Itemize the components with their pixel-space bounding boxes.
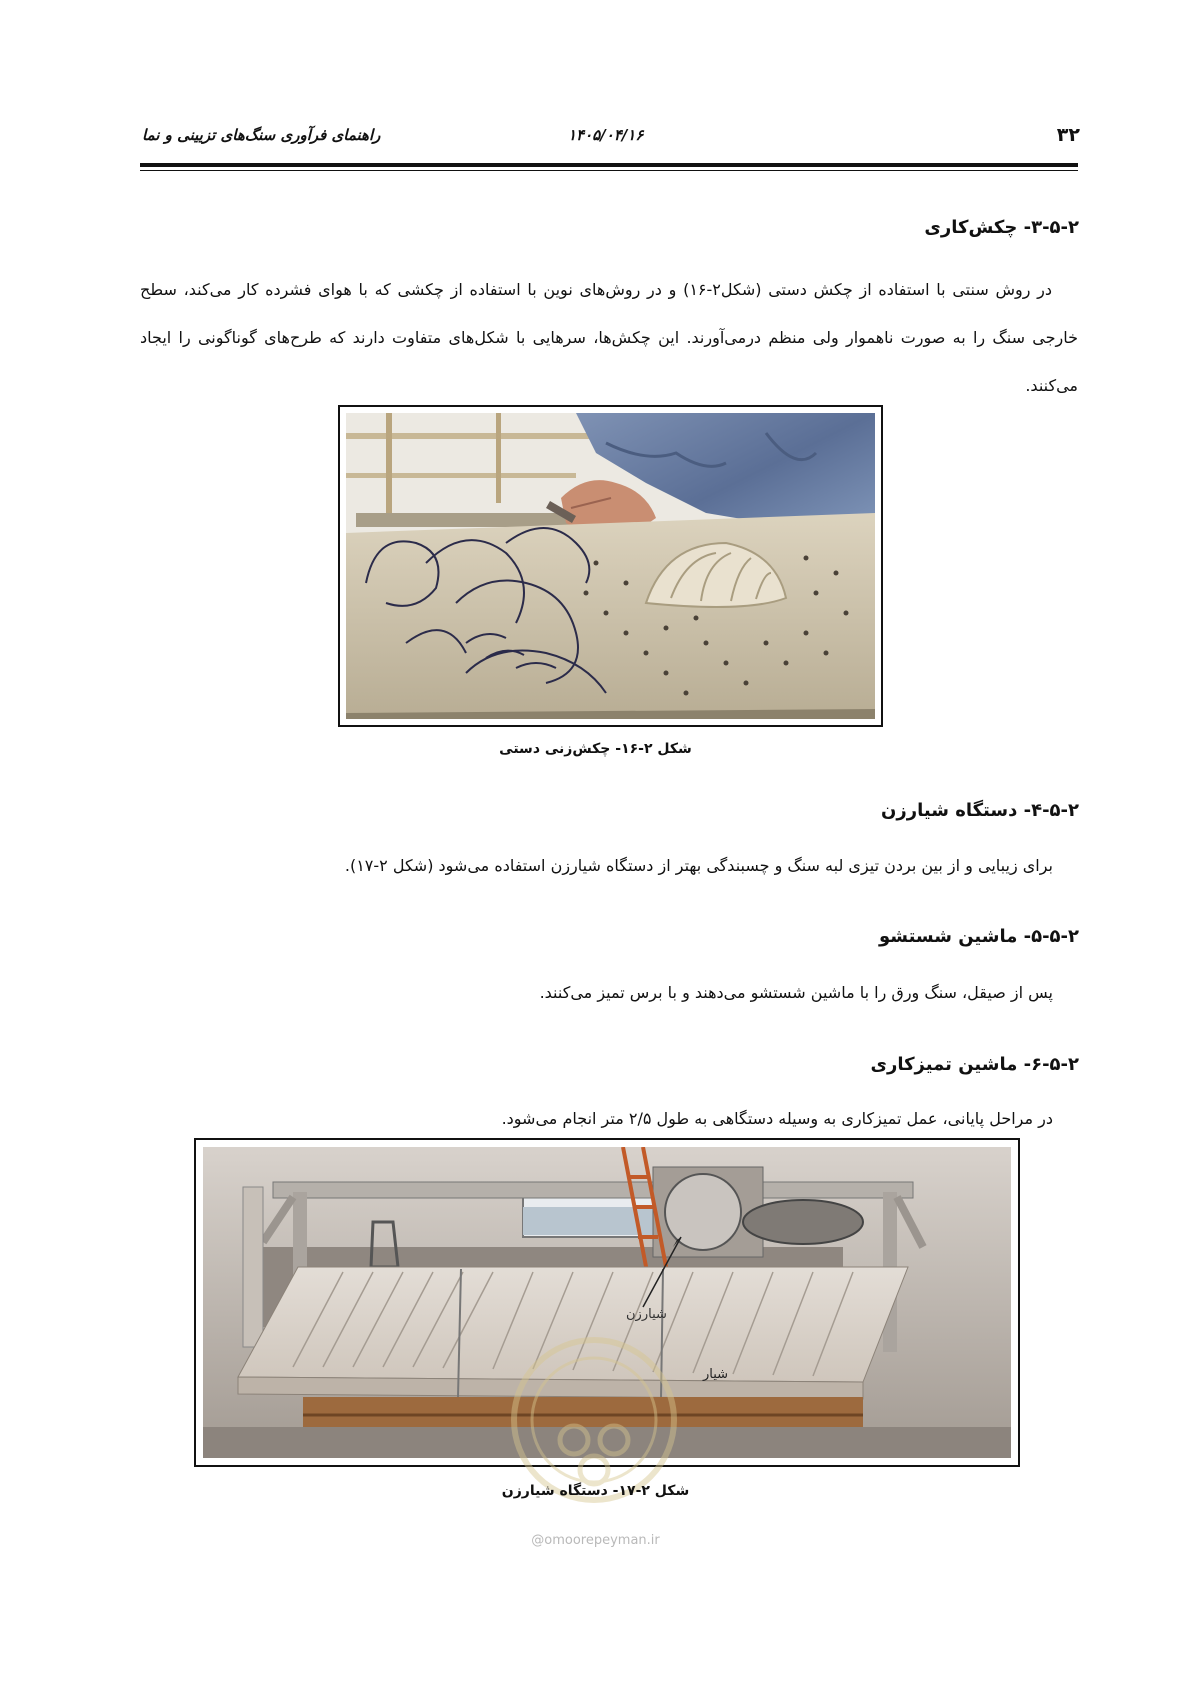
paragraph-grooving-machine: برای زیبایی و از بین بردن تیزی لبه سنگ و چسبندگی بهتر از دستگاه شیارزن استفاده می‌شود (شکل ۲-۱۷). xyxy=(344,856,1053,875)
photo-stone-carving xyxy=(346,413,875,719)
header-rule-thin xyxy=(140,170,1078,171)
label-groove: شیار xyxy=(703,1367,729,1382)
figure-16-caption: شکل ۲-۱۶- چکش‌زنی دستی xyxy=(499,741,692,757)
figure-manual-hammering xyxy=(338,405,883,727)
section-heading-hammering: ۳-۵-۲- چکش‌کاری xyxy=(924,217,1079,238)
page-number: ۳۲ xyxy=(1056,124,1080,146)
paragraph-cleaning-machine: در مراحل پایانی، عمل تمیزکاری به وسیله دستگاهی به طول ۲/۵ متر انجام می‌شود. xyxy=(501,1109,1053,1128)
section-heading-washing-machine: ۵-۵-۲- ماشین شستشو xyxy=(878,926,1079,947)
watermark-url-text: omoorepeyman.ir xyxy=(544,1533,660,1548)
running-title: راهنمای فرآوری سنگ‌های تزیینی و نما xyxy=(142,126,381,144)
paragraph-hammering xyxy=(140,266,1078,410)
paragraph-washing-machine: پس از صیقل، سنگ ورق را با ماشین شستشو می‌دهند و با برس تمیز می‌کنند. xyxy=(539,983,1053,1002)
figure-17-caption: شکل ۲-۱۷- دستگاه شیارزن xyxy=(501,1483,690,1499)
section-heading-grooving-machine: ۴-۵-۲- دستگاه شیارزن xyxy=(881,800,1079,821)
at-icon: @ xyxy=(531,1533,545,1548)
label-grooving-machine: شیارزن xyxy=(626,1307,667,1322)
header-rule-thick xyxy=(140,163,1078,167)
paragraph-hammering-text: در روش سنتی با استفاده از چکش دستی (شکل۲-۱۶) و در روش‌های نوین با استفاده از چکشی که با هوای فشرده کار می‌کند، سطح خارجی سنگ را به صورت ناهموار ولی منظم درمی‌آورند. این چکش‌ها، سرهایی با شکل‌های متفاوت دارند که طرح‌های گوناگونی را ایجاد می‌کنند. xyxy=(140,280,1078,395)
header-date: ۱۴۰۵/۰۴/۱۶ xyxy=(568,126,644,144)
watermark-url xyxy=(0,1533,1191,1548)
stone-carving-illustration xyxy=(346,413,875,719)
section-heading-cleaning-machine: ۶-۵-۲- ماشین تمیزکاری xyxy=(870,1054,1079,1075)
